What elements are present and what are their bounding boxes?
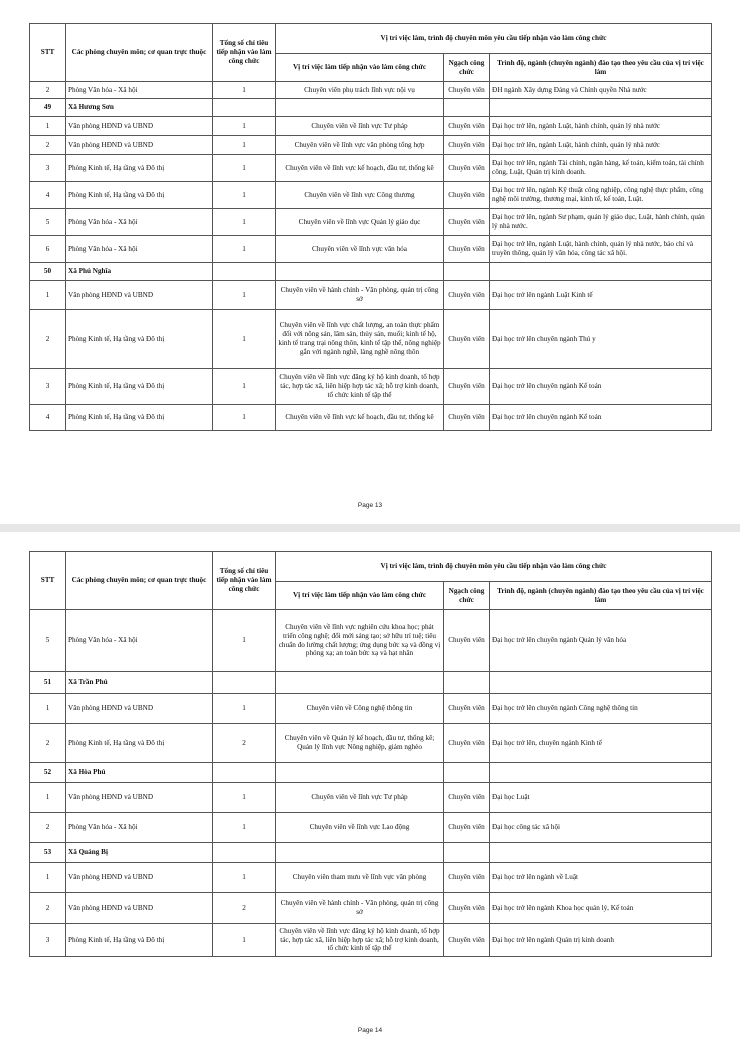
page-number: Page 13: [357, 502, 383, 509]
table-row: [30, 155, 712, 182]
row-quota: 1: [213, 82, 276, 99]
empty-cell: [276, 263, 444, 281]
section-number: 49: [30, 99, 66, 117]
section-row: [30, 843, 712, 863]
row-department: Phòng Kinh tế, Hạ tầng và Đô thị: [66, 155, 213, 182]
row-stt: 2: [30, 724, 66, 763]
section-row: [30, 763, 712, 783]
row-stt: 3: [30, 155, 66, 182]
header-stt: STT: [30, 552, 66, 610]
header-rank: Ngạch công chức: [444, 582, 490, 610]
row-quota: 1: [213, 281, 276, 310]
section-number: 53: [30, 843, 66, 863]
row-quota: 1: [213, 610, 276, 672]
table-row: [30, 281, 712, 310]
row-department: Văn phòng HĐND và UBND: [66, 863, 213, 893]
row-rank: Chuyên viên: [444, 724, 490, 763]
table-row: [30, 610, 712, 672]
row-rank: Chuyên viên: [444, 209, 490, 236]
row-department: Văn phòng HĐND và UBND: [66, 117, 213, 136]
row-rank: Chuyên viên: [444, 310, 490, 369]
row-qualification: Đại học trở lên, ngành Luật, hành chính, quản lý nhà nước: [490, 117, 712, 136]
row-qualification: Đại học công tác xã hội: [490, 813, 712, 843]
empty-cell: [490, 263, 712, 281]
row-position: Chuyên viên về lĩnh vực đăng ký hộ kinh doanh, tổ hợp tác, hợp tác xã, liên hiệp hợp tác xã; hỗ trợ kinh doanh, tổ chức kinh tế tập thể: [276, 369, 444, 405]
row-quota: 1: [213, 136, 276, 155]
table-row: [30, 310, 712, 369]
row-quota: 1: [213, 405, 276, 431]
empty-cell: [276, 99, 444, 117]
row-position: Chuyên viên về Công nghệ thông tin: [276, 694, 444, 724]
row-rank: Chuyên viên: [444, 281, 490, 310]
document-page-13: [0, 0, 740, 524]
row-qualification: Đại học trở lên, ngành Luật, hành chính, quản lý nhà nước: [490, 136, 712, 155]
row-qualification: Đại học trở lên chuyên ngành Thú y: [490, 310, 712, 369]
row-stt: 5: [30, 610, 66, 672]
row-quota: 1: [213, 182, 276, 209]
empty-cell: [444, 843, 490, 863]
empty-cell: [490, 763, 712, 783]
table-row: [30, 182, 712, 209]
header-group: Vị trí việc làm, trình độ chuyên môn yêu cầu tiếp nhận vào làm công chức: [276, 552, 712, 582]
row-position: Chuyên viên về lĩnh vực Công thương: [276, 182, 444, 209]
row-quota: 2: [213, 724, 276, 763]
header-quota: Tổng số chỉ tiêu tiếp nhận vào làm công chức: [213, 24, 276, 82]
row-qualification: Đại học trở lên chuyên ngành Công nghệ thông tin: [490, 694, 712, 724]
row-quota: 1: [213, 813, 276, 843]
recruitment-table: [29, 23, 712, 431]
empty-cell: [444, 99, 490, 117]
row-qualification: Đại học Luật: [490, 783, 712, 813]
row-quota: 1: [213, 863, 276, 893]
row-qualification: Đại học trở lên, ngành Tài chính, ngân hàng, kế toán, kiểm toán, tài chính công, Luật, Quản trị kinh doanh.: [490, 155, 712, 182]
row-position: Chuyên viên về hành chính - Văn phòng, quản trị công sở: [276, 893, 444, 924]
row-rank: Chuyên viên: [444, 694, 490, 724]
header-department: Các phòng chuyên môn; cơ quan trực thuộc: [66, 24, 213, 82]
row-department: Phòng Kinh tế, Hạ tầng và Đô thị: [66, 310, 213, 369]
empty-cell: [276, 672, 444, 694]
row-position: Chuyên viên phụ trách lĩnh vực nội vụ: [276, 82, 444, 99]
row-rank: Chuyên viên: [444, 236, 490, 263]
row-stt: 6: [30, 236, 66, 263]
row-quota: 1: [213, 783, 276, 813]
empty-cell: [276, 843, 444, 863]
empty-cell: [444, 672, 490, 694]
section-name: Xã Phú Nghĩa: [66, 263, 213, 281]
row-stt: 4: [30, 405, 66, 431]
row-stt: 2: [30, 893, 66, 924]
row-rank: Chuyên viên: [444, 783, 490, 813]
row-rank: Chuyên viên: [444, 117, 490, 136]
empty-cell: [490, 843, 712, 863]
row-position: Chuyên viên về lĩnh vực kế hoạch, đầu tư, thống kê: [276, 405, 444, 431]
row-qualification: Đại học trở lên ngành về Luật: [490, 863, 712, 893]
table-row: [30, 724, 712, 763]
table-row: [30, 813, 712, 843]
document-page-14: [0, 532, 740, 1061]
empty-cell: [444, 763, 490, 783]
header-stt: STT: [30, 24, 66, 82]
row-rank: Chuyên viên: [444, 155, 490, 182]
page-number: Page 14: [357, 1027, 383, 1034]
row-position: Chuyên viên về lĩnh vực văn phòng tổng hợp: [276, 136, 444, 155]
row-quota: 1: [213, 155, 276, 182]
header-qualification: Trình độ, ngành (chuyên ngành) đào tạo theo yêu cầu của vị trí việc làm: [490, 582, 712, 610]
row-rank: Chuyên viên: [444, 82, 490, 99]
row-position: Chuyên viên tham mưu về lĩnh vực văn phòng: [276, 863, 444, 893]
row-position: Chuyên viên về lĩnh vực Lao động: [276, 813, 444, 843]
row-qualification: ĐH ngành Xây dựng Đảng và Chính quyền Nhà nước: [490, 82, 712, 99]
header-position: Vị trí việc làm tiếp nhận vào làm công chức: [276, 54, 444, 82]
row-rank: Chuyên viên: [444, 405, 490, 431]
empty-cell: [276, 763, 444, 783]
table-row: [30, 863, 712, 893]
table-row: [30, 136, 712, 155]
row-rank: Chuyên viên: [444, 136, 490, 155]
row-department: Văn phòng HĐND và UBND: [66, 136, 213, 155]
table-row: [30, 82, 712, 99]
row-rank: Chuyên viên: [444, 893, 490, 924]
row-stt: 1: [30, 281, 66, 310]
row-qualification: Đại học trở lên ngành Luật Kinh tế: [490, 281, 712, 310]
header-position: Vị trí việc làm tiếp nhận vào làm công chức: [276, 582, 444, 610]
row-qualification: Đại học trở lên chuyên ngành Quản lý văn hóa: [490, 610, 712, 672]
table-row: [30, 236, 712, 263]
row-stt: 1: [30, 117, 66, 136]
section-name: Xã Trần Phú: [66, 672, 213, 694]
row-quota: 1: [213, 694, 276, 724]
row-quota: 1: [213, 209, 276, 236]
table-body: [30, 82, 712, 431]
header-group: Vị trí việc làm, trình độ chuyên môn yêu cầu tiếp nhận vào làm công chức: [276, 24, 712, 54]
row-department: Văn phòng HĐND và UBND: [66, 281, 213, 310]
header-rank: Ngạch công chức: [444, 54, 490, 82]
row-department: Phòng Văn hóa - Xã hội: [66, 610, 213, 672]
row-stt: 1: [30, 863, 66, 893]
row-qualification: Đại học trở lên, ngành Kỹ thuật công nghiệp, công nghệ thực phẩm, công nghệ môi trường, thương mại, kinh tế, kế toán, Luật.: [490, 182, 712, 209]
recruitment-table: [29, 551, 712, 957]
header-qualification: Trình độ, ngành (chuyên ngành) đào tạo theo yêu cầu của vị trí việc làm: [490, 54, 712, 82]
row-department: Phòng Kinh tế, Hạ tầng và Đô thị: [66, 405, 213, 431]
section-number: 50: [30, 263, 66, 281]
row-stt: 2: [30, 813, 66, 843]
table-row: [30, 783, 712, 813]
row-quota: 1: [213, 924, 276, 957]
row-department: Phòng Văn hóa - Xã hội: [66, 236, 213, 263]
header-quota: Tổng số chỉ tiêu tiếp nhận vào làm công chức: [213, 552, 276, 610]
table-row: [30, 117, 712, 136]
row-qualification: Đại học trở lên ngành Khoa học quản lý, Kế toán: [490, 893, 712, 924]
row-stt: 1: [30, 783, 66, 813]
row-qualification: Đại học trở lên, ngành Luật, hành chính, quản lý nhà nước, báo chí và truyền thông, quản lý văn hóa, công tác xã hội.: [490, 236, 712, 263]
row-rank: Chuyên viên: [444, 813, 490, 843]
empty-cell: [490, 672, 712, 694]
row-position: Chuyên viên về lĩnh vực Tư pháp: [276, 117, 444, 136]
section-name: Xã Hương Sơn: [66, 99, 213, 117]
row-position: Chuyên viên về lĩnh vực kế hoạch, đầu tư, thống kê: [276, 155, 444, 182]
row-stt: 2: [30, 310, 66, 369]
row-stt: 3: [30, 369, 66, 405]
row-department: Phòng Kinh tế, Hạ tầng và Đô thị: [66, 924, 213, 957]
row-position: Chuyên viên về lĩnh vực Tư pháp: [276, 783, 444, 813]
empty-cell: [213, 99, 276, 117]
row-quota: 2: [213, 893, 276, 924]
section-name: Xã Hòa Phú: [66, 763, 213, 783]
section-row: [30, 99, 712, 117]
row-stt: 1: [30, 694, 66, 724]
row-rank: Chuyên viên: [444, 610, 490, 672]
empty-cell: [213, 263, 276, 281]
header-department: Các phòng chuyên môn; cơ quan trực thuộc: [66, 552, 213, 610]
section-number: 51: [30, 672, 66, 694]
row-qualification: Đại học trở lên chuyên ngành Kế toán: [490, 369, 712, 405]
row-qualification: Đại học trở lên, ngành Sư phạm, quản lý giáo dục, Luật, hành chính, quản lý nhà nước.: [490, 209, 712, 236]
empty-cell: [444, 263, 490, 281]
row-stt: 5: [30, 209, 66, 236]
row-department: Phòng Kinh tế, Hạ tầng và Đô thị: [66, 182, 213, 209]
empty-cell: [213, 843, 276, 863]
empty-cell: [213, 672, 276, 694]
row-stt: 3: [30, 924, 66, 957]
empty-cell: [213, 763, 276, 783]
row-rank: Chuyên viên: [444, 182, 490, 209]
row-rank: Chuyên viên: [444, 924, 490, 957]
table-row: [30, 209, 712, 236]
row-rank: Chuyên viên: [444, 369, 490, 405]
row-department: Văn phòng HĐND và UBND: [66, 694, 213, 724]
row-stt: 4: [30, 182, 66, 209]
row-department: Văn phòng HĐND và UBND: [66, 783, 213, 813]
row-qualification: Đại học trở lên chuyên ngành Kế toán: [490, 405, 712, 431]
table-row: [30, 694, 712, 724]
section-row: [30, 263, 712, 281]
row-department: Phòng Văn hóa - Xã hội: [66, 813, 213, 843]
row-position: Chuyên viên về lĩnh vực nghiên cứu khoa học; phát triển công nghệ; đổi mới sáng tạo; sở hữu trí tuệ; tiêu chuẩn đo lường chất lượng; ứng dụng bức xạ và đồng vị phóng xạ; an toàn bức xạ và hạt nhân: [276, 610, 444, 672]
section-number: 52: [30, 763, 66, 783]
row-quota: 1: [213, 310, 276, 369]
row-qualification: Đại học trở lên, chuyên ngành Kinh tế: [490, 724, 712, 763]
section-name: Xã Quảng Bị: [66, 843, 213, 863]
row-department: Phòng Kinh tế, Hạ tầng và Đô thị: [66, 724, 213, 763]
row-position: Chuyên viên về lĩnh vực đăng ký hộ kinh doanh, tổ hợp tác, hợp tác xã, liên hiệp hợp tác xã; hỗ trợ kinh doanh, tổ chức kinh tế tập thể: [276, 924, 444, 957]
table-body: [30, 610, 712, 957]
row-position: Chuyên viên về lĩnh vực văn hóa: [276, 236, 444, 263]
row-stt: 2: [30, 136, 66, 155]
row-stt: 2: [30, 82, 66, 99]
row-department: Văn phòng HĐND và UBND: [66, 893, 213, 924]
row-quota: 1: [213, 117, 276, 136]
table-row: [30, 924, 712, 957]
row-quota: 1: [213, 236, 276, 263]
row-position: Chuyên viên về lĩnh vực chất lượng, an toàn thực phẩm đối với nông sản, lâm sản, thủy sản, muối; kinh tế hộ, kinh tế trang trại nông thôn, kinh tế tập thể, nông nghiệp gắn với ngành nghề, làng nghề nông thôn: [276, 310, 444, 369]
row-position: Chuyên viên về hành chính - Văn phòng, quản trị công sở: [276, 281, 444, 310]
row-department: Phòng Kinh tế, Hạ tầng và Đô thị: [66, 369, 213, 405]
row-position: Chuyên viên về lĩnh vực Quản lý giáo dục: [276, 209, 444, 236]
table-row: [30, 405, 712, 431]
table-row: [30, 369, 712, 405]
empty-cell: [490, 99, 712, 117]
row-position: Chuyên viên về Quản lý kế hoạch, đầu tư, thống kê; Quản lý lĩnh vực Nông nghiệp, giảm nghèo: [276, 724, 444, 763]
row-quota: 1: [213, 369, 276, 405]
section-row: [30, 672, 712, 694]
row-department: Phòng Văn hóa - Xã hội: [66, 82, 213, 99]
table-row: [30, 893, 712, 924]
row-qualification: Đại học trở lên ngành Quản trị kinh doanh: [490, 924, 712, 957]
row-rank: Chuyên viên: [444, 863, 490, 893]
row-department: Phòng Văn hóa - Xã hội: [66, 209, 213, 236]
